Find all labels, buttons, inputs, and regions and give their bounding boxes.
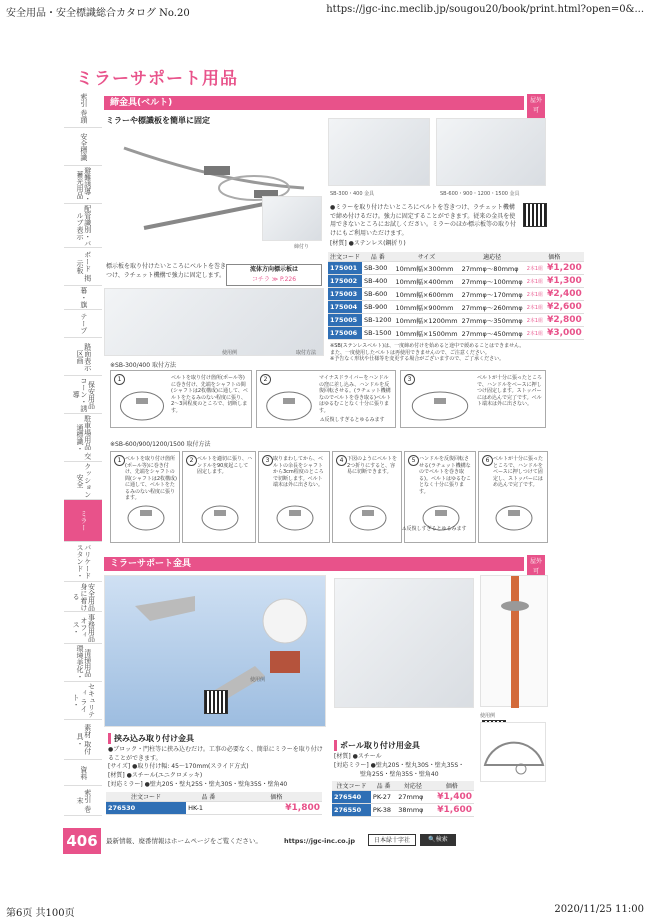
- category-tab[interactable]: セキュリティ ライト・: [64, 682, 102, 720]
- order-code: 276550: [332, 804, 371, 817]
- order-code: 276530: [106, 802, 186, 815]
- category-tab[interactable]: クッション 安全: [64, 462, 102, 500]
- caption-sb300: SB-300・400 金具: [330, 191, 375, 197]
- method2-warning: ⚠反復しすぎるとゆるみます: [402, 526, 467, 532]
- category-tab[interactable]: 路面表示 区画: [64, 338, 102, 376]
- category-tab[interactable]: 安全用品 身に着ける: [64, 582, 102, 612]
- size: 10mm幅×400mm: [394, 275, 460, 288]
- col-order-code: 注文コード: [332, 781, 371, 791]
- step-text: ベルトを取り付け箇所(ポール等)に巻き付け、先端をシャフトの間(シャフトは2枚構成)に通して、ベルトをたるみのない程度に張り、2～3回程度のところで、切断します。: [171, 375, 248, 414]
- footer-note: 最新情報、廃番情報はホームページをご覧ください。: [106, 837, 262, 845]
- category-tab[interactable]: ミラー: [64, 500, 102, 542]
- caption-usage-pole: 使用例: [480, 713, 496, 719]
- step-text: 下図のようにベルトを2つ折りにすると、容易に切断できます。: [347, 456, 398, 475]
- diameter: 27mmφ～450mmφ: [460, 327, 525, 340]
- mirror-half-svg: [481, 723, 547, 783]
- category-tab[interactable]: 配管識別・バルブ表示: [64, 204, 102, 248]
- model: SB-1200: [362, 314, 393, 327]
- size: 10mm幅×900mm: [394, 301, 460, 314]
- support-section-bar: ミラーサポート金具: [104, 557, 524, 571]
- model: SB-300: [362, 262, 393, 275]
- step-number: 6: [482, 455, 493, 466]
- price: ¥1,200: [547, 263, 582, 273]
- pole-usage-illustration: [481, 576, 549, 708]
- footer-page-count: 第6页 共100页: [6, 908, 75, 919]
- model: PK-27: [371, 791, 396, 804]
- category-tab[interactable]: 幕・旗: [64, 286, 102, 310]
- step-number: 4: [336, 455, 347, 466]
- model: SB-400: [362, 275, 393, 288]
- caption-usage: 使用例: [222, 350, 238, 356]
- step-number: 5: [408, 455, 419, 466]
- table-row: [332, 791, 474, 804]
- belt-qr-code[interactable]: [523, 203, 547, 227]
- install-step: [258, 451, 330, 543]
- category-tab[interactable]: 索引 巻末: [64, 786, 102, 816]
- header-url[interactable]: https://jgc-inc.meclib.jp/sougou20/book/print.html?open=0&...: [326, 4, 644, 15]
- browser-header: [0, 0, 650, 20]
- price: ¥2,400: [547, 289, 582, 299]
- note-3: ※予告なく形状や仕様等を変更する場合がございますので、ご了承ください。: [330, 356, 505, 362]
- order-code: 175005: [328, 314, 362, 327]
- wedge-mirrors: [対応ミラー] ●壁丸20S・壁丸25S・壁丸30S・壁角35S・壁角40: [108, 781, 288, 788]
- order-code: 175002: [328, 275, 362, 288]
- model: SB-600: [362, 288, 393, 301]
- company-logo: 日本緑十字社: [368, 834, 416, 846]
- col-model: 品 番: [362, 252, 393, 262]
- order-code: 276540: [332, 791, 371, 804]
- belt-subtitle: ミラーや標識板を簡単に固定: [106, 116, 210, 125]
- order-code: 175004: [328, 301, 362, 314]
- browser-footer: [0, 900, 650, 919]
- size: 10mm幅×600mm: [394, 288, 460, 301]
- col-price: 価格: [525, 252, 584, 262]
- lot-unit: 2本1組: [525, 314, 545, 327]
- method1-warning: ⚠反復しすぎるとゆるみます: [320, 417, 385, 423]
- price: ¥2,800: [547, 315, 582, 325]
- table-row: [328, 288, 584, 301]
- step-number: 1: [114, 374, 125, 385]
- wedge-size: [サイズ] ●取り付け幅: 45～170mm(スライド方式): [108, 763, 249, 770]
- diameter: 27mmφ～350mmφ: [460, 314, 525, 327]
- price: ¥3,000: [547, 328, 582, 338]
- method1-heading: ※SB-300/400 取付方法: [110, 362, 176, 369]
- table-row: [328, 275, 584, 288]
- category-tab[interactable]: 清掃用品 環境美化・: [64, 644, 102, 682]
- step-number: 2: [186, 455, 197, 466]
- lot-unit: 2本1組: [525, 262, 545, 275]
- col-order-code: 注文コード: [106, 792, 186, 802]
- step-number: 2: [260, 374, 271, 385]
- diameter: 27mmφ～170mmφ: [460, 288, 525, 301]
- step-illustration: [186, 498, 254, 538]
- col-order-code: 注文コード: [330, 254, 361, 261]
- size: 10mm幅×1200mm: [394, 314, 460, 327]
- col-diameter: 対応径: [396, 781, 429, 791]
- step-number: 1: [114, 455, 125, 466]
- wedge-description: ●ブロック・門柱等に挟み込むだけ。工事の必要なく、簡単にミラーを取り付けることができます。: [108, 746, 323, 762]
- model: SB-900: [362, 301, 393, 314]
- pole-subtitle: ポール取り付け用金具: [334, 740, 420, 751]
- category-tabs: [64, 90, 102, 816]
- search-button[interactable]: [420, 834, 456, 846]
- belt-notes: [330, 343, 524, 363]
- pole-bracket-photo: [334, 578, 474, 708]
- category-tab[interactable]: 駐車場用品 交通標識・: [64, 414, 102, 462]
- category-tab[interactable]: 事務用品 オフィス・: [64, 612, 102, 644]
- price: ¥1,800: [231, 802, 322, 815]
- note-2: また、一度使用したベルトは再使用できませんので、ご注意ください。: [330, 349, 490, 356]
- order-code: 175003: [328, 288, 362, 301]
- step-text: マイナスドライバーをハンドルの窪に差し込み、ハンドルを反復回転させる。(ラチェット機構なのでベルトを巻き取る)ベルトはゆるむことなく十分に張ります。: [319, 375, 391, 414]
- col-model: 品 番: [371, 781, 396, 791]
- wedge-qr-code[interactable]: [204, 690, 228, 714]
- install-step: [182, 451, 256, 543]
- model: PK-38: [371, 804, 396, 817]
- step-illustration: [404, 385, 476, 427]
- step-text: ベルトが十分に張ったところで、ハンドルをベースに押しつけ固定します。ストッパーにはめ込んで完了です。ベルト端末は外に出さない。: [477, 375, 543, 407]
- diameter: 27mmφ～80mmφ: [460, 262, 525, 275]
- col-model: 品 番: [186, 792, 231, 802]
- belt-section-bar: 締金具(ベルト): [104, 96, 524, 110]
- page-number: 406: [63, 828, 101, 854]
- reference-link-box[interactable]: [226, 264, 322, 286]
- lot-unit: 2本1組: [525, 275, 545, 288]
- step-illustration: [114, 385, 170, 427]
- lot-unit: 2本1組: [525, 301, 545, 314]
- usage-example-photo: [104, 288, 324, 356]
- size: 10mm幅×300mm: [394, 262, 460, 275]
- category-tab[interactable]: 安全標識: [64, 128, 102, 166]
- category-tab[interactable]: 保安用品 コーン・誘導: [64, 376, 102, 414]
- step-illustration: [260, 385, 318, 427]
- diameter: 27mmφ～100mmφ: [460, 275, 525, 288]
- mirror-half-illustration: [480, 722, 546, 782]
- install-step: [110, 370, 252, 428]
- step-number: 3: [404, 374, 415, 385]
- order-code: 175006: [328, 327, 362, 340]
- belt-price-table: [328, 252, 584, 340]
- category-tab[interactable]: 素材 取付具・: [64, 720, 102, 760]
- category-tab[interactable]: テープ: [64, 310, 102, 338]
- table-row: [332, 804, 474, 817]
- caption-usage-wedge: 使用例: [250, 677, 266, 683]
- price: ¥2,600: [547, 302, 582, 312]
- step-illustration: [482, 498, 546, 538]
- table-row: [328, 262, 584, 275]
- step-text: ハンドルを反復回転させる(ラチェット機構なのでベルトを巻き取る)。ベルトはゆるむことなく十分に張ります。: [419, 456, 471, 495]
- table-row: [328, 327, 584, 340]
- search-label: 検索: [435, 836, 448, 843]
- tightening-detail-photo: [262, 196, 322, 241]
- reference-link-top: 流体方向標示板は: [249, 266, 298, 273]
- wedge-material: [材質] ●スチール(ユニクロメッキ): [108, 772, 203, 779]
- step-illustration: [262, 498, 328, 538]
- step-illustration: [336, 498, 400, 538]
- footer-timestamp: 2020/11/25 11:00: [554, 904, 644, 915]
- pole-mirrors-1: [対応ミラー] ●壁丸20S・壁丸30S・壁丸35S・: [334, 762, 465, 769]
- note-1: ※SB(ステンレスベルト)は、一度締め付けを始めると途中で緩めることはできません。: [330, 343, 525, 349]
- diameter: 27mmφ～260mmφ: [460, 301, 525, 314]
- sb300-photo: [328, 118, 430, 186]
- outdoor-badge: 屋外 可: [527, 94, 545, 118]
- diameter: 38mmφ: [396, 804, 429, 817]
- caption-sb600: SB-600・900・1200・1500 金具: [440, 191, 520, 197]
- price: ¥1,300: [547, 276, 582, 286]
- install-step: [478, 451, 548, 543]
- step-text: ベルトを適切に張り、ハンドルを90度起こして固定します。: [197, 456, 253, 475]
- lot-unit: 2本1組: [525, 327, 545, 340]
- sb600-photo: [436, 118, 546, 186]
- category-tab[interactable]: バリケード スタンド・: [64, 542, 102, 582]
- order-code: 175001: [328, 262, 362, 275]
- pole-price-table: [332, 781, 474, 817]
- col-diameter: 適応径: [460, 252, 525, 262]
- pole-mirrors-2: 壁角25S・壁角35S・壁角40: [360, 771, 439, 778]
- category-tab[interactable]: 資料: [64, 760, 102, 786]
- table-row: [328, 314, 584, 327]
- reference-link-bottom: コチラ ≫ P.226: [251, 276, 297, 283]
- search-icon: 🔍: [428, 836, 436, 843]
- step-text: 取りまわしてから、ベルトの余長をシャフトから3cm程度のところで切断します。ベルト端末は外に出さない。: [273, 456, 324, 488]
- belt-description: ●ミラーを取り付けたいところにベルトを巻きつけ、ラチェット機構で締め付けるだけ。強力に固定することができます。従来の金具を使用できないところにお試しください。ミラーのほか標示板等の取り付けにもご利用いただけます。: [330, 204, 517, 237]
- install-step: [332, 451, 402, 543]
- step-illustration: [114, 498, 178, 538]
- caption-tightening: 締付り: [294, 244, 310, 250]
- price: ¥1,400: [430, 791, 474, 804]
- install-step: [110, 451, 180, 543]
- table-row: [106, 802, 322, 815]
- wedge-subtitle: 挟み込み取り付け金具: [108, 733, 194, 744]
- pole-material: [材質] ●スチール: [334, 753, 382, 760]
- belt-material: [材質] ●ステンレス(鋼折り): [330, 240, 406, 247]
- step-text: ベルトが十分に張ったところで、ハンドルをベースに押しつけて固定し、ストッパーにはめ込んで完了です。: [493, 456, 544, 488]
- diameter: 27mmφ: [396, 791, 429, 804]
- pole-usage-photo: [480, 575, 548, 707]
- col-size: サイズ: [394, 252, 460, 262]
- install-step: [400, 370, 546, 428]
- category-tab[interactable]: 索引 巻頭: [64, 90, 102, 128]
- outdoor-badge-2: 屋外 可: [527, 555, 545, 579]
- col-price: 価格: [231, 792, 322, 802]
- page-title: ミラーサポート用品: [76, 69, 238, 89]
- step-number: 3: [262, 455, 273, 466]
- header-title: 安全用品・安全標識総合カタログ No.20: [6, 8, 190, 19]
- lot-unit: 2本1組: [525, 288, 545, 301]
- method2-heading: ※SB-600/900/1200/1500 取付方法: [110, 441, 211, 448]
- sign-mount-text: 標示板を取り付けたいところにベルトを巻きつけ、ラチェット機構で強力に固定します。: [106, 263, 227, 279]
- size: 10mm幅×1500mm: [394, 327, 460, 340]
- caption-method: 取付方法: [296, 350, 317, 356]
- footer-url[interactable]: https://jgc-inc.co.jp: [284, 837, 355, 845]
- table-row: [328, 301, 584, 314]
- category-tab[interactable]: 避難誘導・蓄光用品: [64, 166, 102, 204]
- step-text: ベルトを取り付け箇所(ポール等)に巻き付け、先端をシャフトの間(シャフトは2枚構成)に通して、ベルトをたるみのない程度に張ります。: [125, 456, 177, 501]
- wedge-price-table: [106, 792, 322, 815]
- model: HK-1: [186, 802, 231, 815]
- category-tab[interactable]: ボード 掲示板: [64, 248, 102, 286]
- price: ¥1,600: [430, 804, 474, 817]
- model: SB-1500: [362, 327, 393, 340]
- col-price: 価格: [430, 781, 474, 791]
